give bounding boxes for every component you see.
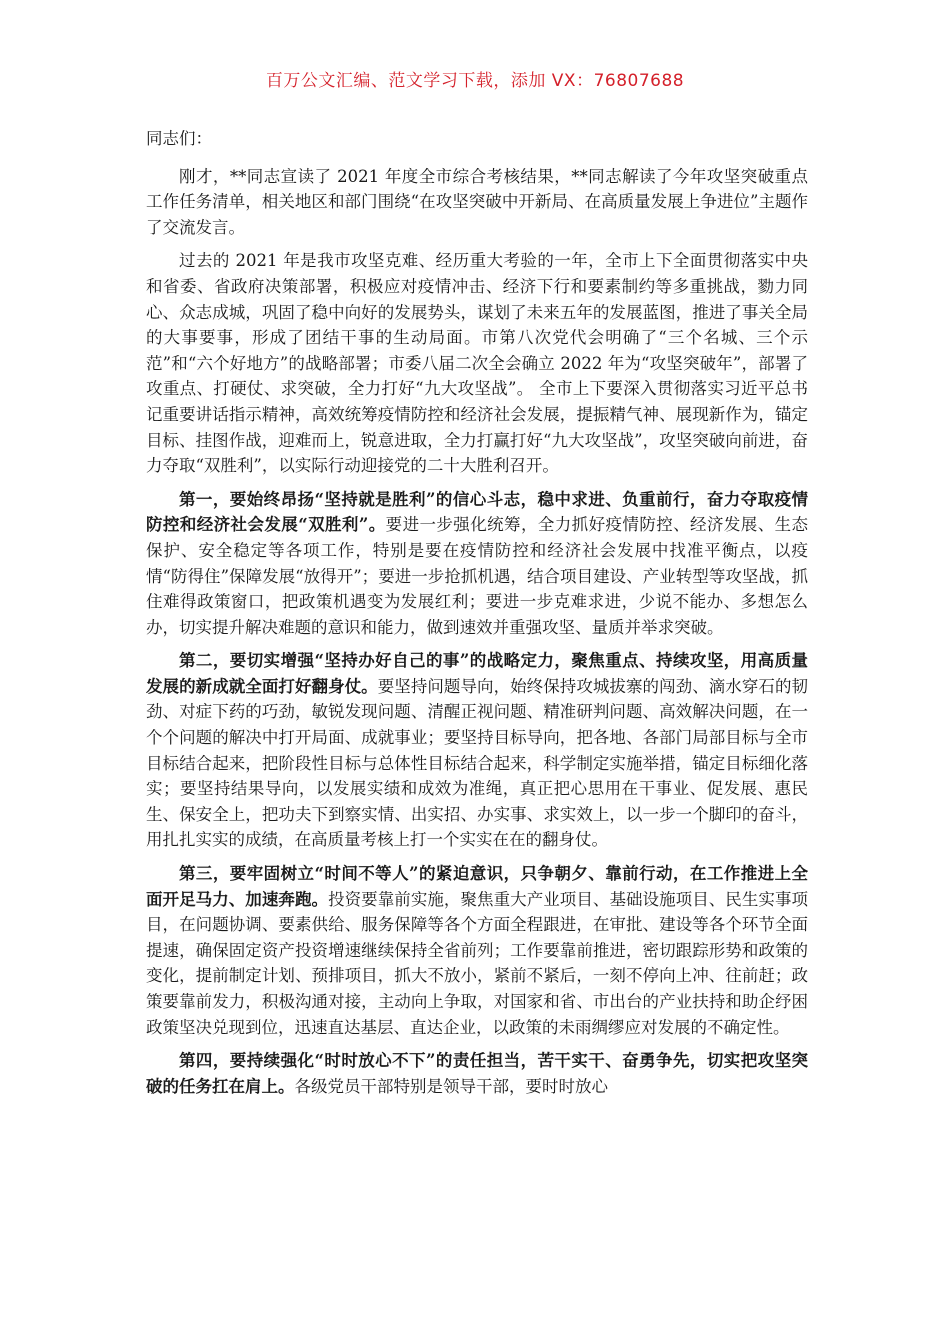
salutation: 同志们： [146,129,212,148]
paragraph-intro [146,164,808,241]
paragraph-review [146,248,808,478]
paragraph-text: 要坚持问题导向，始终保持攻城拔寨的闯劲、滴水穿石的韧劲、对症下药的巧劲，敏锐发现问题、清醒正视问题、精准研判问题、高效解决问题，在一个个问题的解决中打开局面、成就事业；要坚持目标导向，把各地、各部门局部目标与全市目标结合起来，把阶段性目标与总体性目标结合起来，科学制定实施举措，锚定目标细化落实；要坚持结果导向，以发展实绩和成效为准绳，真正把心思用在干事业、促发展、惠民生、保安全上，把功夫下到察实情、出实招、办实事、求实效上，以一步一个脚印的奋斗，用扎扎实实的成绩，在高质量考核上打一个实实在在的翻身仗。 [146,676,809,850]
paragraph-text: 投资要靠前实施，聚焦重大产业项目、基础设施项目、民生实事项目，在问题协调、要素供给、服务保障等各个方面全程跟进，在审批、建设等各个环节全面提速，确保固定资产投资增速继续保持全省前列；工作要靠前推进，密切跟踪形势和政策的变化，提前制定计划、预排项目，抓大不放小，紧前不紧后，一刻不停向上冲、往前赶；政策要靠前发力，积极沟通对接，主动向上争取，对国家和省、市出台的产业扶持和助企纾困政策坚决兑现到位，迅速直达基层、直达企业，以政策的未雨绸缪应对发展的不确定性。 [146,889,809,1037]
paragraph-lead: 第三，要牢固树立“时间不等人”的紧迫意识，只争朝夕、靠前行动，在工作推进上全面开足马力、加速奔跑。 [146,864,808,909]
paragraph-first [146,487,808,641]
paragraph-third [146,861,808,1040]
paragraph-fourth [146,1048,808,1099]
paragraph-lead: 第四，要持续强化“时时放心不下”的责任担当，苦干实干、奋勇争先，切实把攻坚突破的任务扛在肩上。 [146,1051,808,1096]
paragraph-text: 过去的 2021 年是我市攻坚克难、经历重大考验的一年，全市上下全面贯彻落实中央和省委、省政府决策部署，积极应对疫情冲击、经济下行和要素制约等多重挑战，勠力同心、众志成城，巩固了稳中向好的发展势头，谋划了未来五年的发展蓝图，推进了事关全局的大事要事，形成了团结干事的生动局面。市第八次党代会明确了“三个名城、三个示范”和“六个好地方”的战略部署；市委八届二次全会确立 2022 年为“攻坚突破年”，部署了攻重点、打硬仗、求突破，全力打好“九大攻坚战”。 全市上下要深入贯彻落实习近平总书记重要讲话指示精神，高效统筹疫情防控和经济社会发展，提振精气神、展现新作为，锚定目标、挂图作战，迎难而上，锐意进取，全力打赢打好“九大攻坚战”，攻坚突破向前进，奋力夺取“双胜利”，以实际行动迎接党的二十大胜利召开。 [146,251,808,476]
paragraph-lead: 第二，要切实增强“坚持办好自己的事”的战略定力，聚焦重点、持续攻坚，用高质量发展的新成就全面打好翻身仗。 [146,651,808,696]
paragraph-text: 刚才，**同志宣读了 2021 年度全市综合考核结果，**同志解读了今年攻坚突破重点工作任务清单，相关地区和部门围绕“在攻坚突破中开新局、在高质量发展上争进位”主题作了交流发言。 [146,166,808,237]
paragraph-text: 要进一步强化统筹，全力抓好疫情防控、经济发展、生态保护、安全稳定等各项工作，特别是要在疫情防控和经济社会发展中找准平衡点，以疫情“防得住”保障发展“放得开”；要进一步抢抓机遇，结合项目建设、产业转型等攻坚战，抓住难得政策窗口，把政策机遇变为发展红利；要进一步克难求进，少说不能办、多想怎么办，切实提升解决难题的意识和能力，做到速效并重强攻坚、量质并举求突破。 [146,515,809,637]
paragraph-lead: 第一，要始终昂扬“坚持就是胜利”的信心斗志，稳中求进、负重前行，奋力夺取疫情防控和经济社会发展“双胜利”。 [146,489,808,535]
document-body [146,126,808,1107]
paragraph-second [146,648,808,853]
paragraph-text: 各级党员干部特别是领导干部，要时时放心 [294,1076,608,1096]
header-banner: 百万公文汇编、范文学习下载，添加 VX：76807688 [265,71,685,91]
